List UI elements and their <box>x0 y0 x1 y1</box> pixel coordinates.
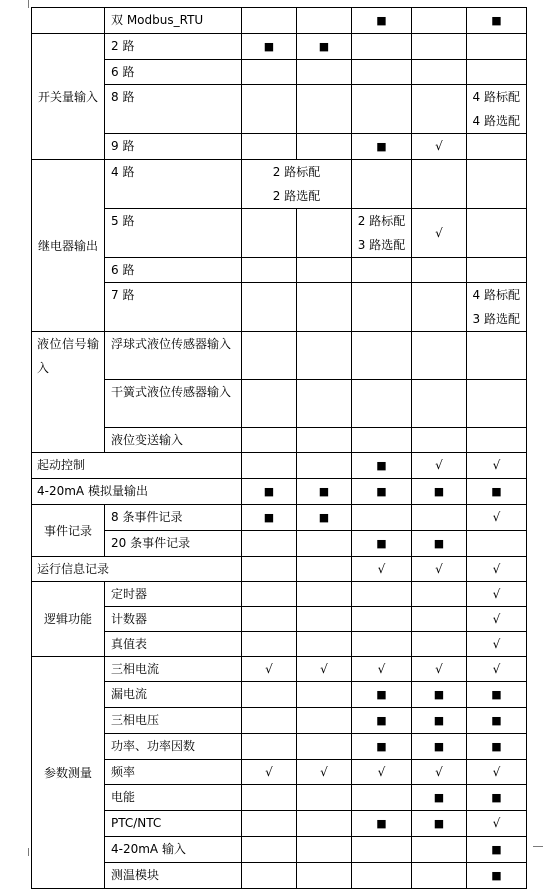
table-row <box>32 734 527 760</box>
group-label-measurement: 参数测量 <box>32 657 105 889</box>
table-row <box>32 607 527 632</box>
square-mark: ■ <box>491 688 502 701</box>
square-mark: ■ <box>433 817 445 830</box>
check-mark: √ <box>435 765 443 779</box>
item-label: 三相电流 <box>105 657 242 682</box>
square-mark: ■ <box>491 791 502 804</box>
square-mark: ■ <box>433 714 445 727</box>
table-row <box>32 85 527 134</box>
table-row <box>32 531 527 557</box>
group-label-level-input: 液位信号输入 <box>32 332 105 453</box>
square-mark: ■ <box>491 740 502 753</box>
item-label: 4 路 <box>105 160 242 209</box>
config-text: 4 路标配 <box>472 288 520 302</box>
check-mark: √ <box>435 139 443 153</box>
square-mark: ■ <box>376 485 387 498</box>
square-mark: ■ <box>433 485 445 498</box>
check-mark: √ <box>265 765 273 779</box>
square-mark: ■ <box>318 40 330 53</box>
square-mark: ■ <box>376 688 387 701</box>
square-mark: ■ <box>263 40 275 53</box>
table-row <box>32 160 527 209</box>
check-mark: √ <box>492 765 501 779</box>
check-mark: √ <box>492 458 501 472</box>
item-label: 真值表 <box>105 632 242 657</box>
table-row <box>32 479 527 505</box>
check-mark: √ <box>435 226 443 240</box>
item-label: 功率、功率因数 <box>105 734 242 760</box>
item-label: 8 条事件记录 <box>105 505 242 531</box>
square-mark: ■ <box>263 511 275 524</box>
item-label: 电能 <box>105 785 242 811</box>
item-label: 频率 <box>105 760 242 785</box>
table-row <box>32 8 527 34</box>
square-mark: ■ <box>376 14 387 27</box>
item-label: 4-20mA 输入 <box>105 837 242 863</box>
crop-mark-top-left <box>18 0 29 8</box>
table-row <box>32 863 527 889</box>
group-label-event-log: 事件记录 <box>32 505 105 557</box>
square-mark: ■ <box>318 511 330 524</box>
square-mark: ■ <box>376 140 387 153</box>
table-row <box>32 134 527 160</box>
square-mark: ■ <box>433 537 445 550</box>
group-label-switch-input: 开关量输入 <box>32 34 105 160</box>
table-row <box>32 258 527 283</box>
table-row <box>32 505 527 531</box>
item-label: 运行信息记录 <box>32 557 242 582</box>
check-mark: √ <box>377 765 386 779</box>
item-label: 漏电流 <box>105 682 242 708</box>
square-mark: ■ <box>376 537 387 550</box>
square-mark: ■ <box>491 714 502 727</box>
square-mark: ■ <box>263 485 275 498</box>
table-row <box>32 632 527 657</box>
item-label: 浮球式液位传感器输入 <box>105 332 242 380</box>
item-label: 20 条事件记录 <box>105 531 242 557</box>
item-label: 三相电压 <box>105 708 242 734</box>
check-mark: √ <box>265 662 273 676</box>
table-row <box>32 557 527 582</box>
item-label: 6 路 <box>105 258 242 283</box>
group-label-logic: 逻辑功能 <box>32 582 105 657</box>
table-row <box>32 837 527 863</box>
square-mark: ■ <box>318 485 330 498</box>
crop-mark-bottom-right <box>533 846 543 847</box>
square-mark: ■ <box>491 485 502 498</box>
item-label: 定时器 <box>105 582 242 607</box>
group-label-relay-output: 继电器输出 <box>32 160 105 332</box>
table-row <box>32 453 527 479</box>
check-mark: √ <box>492 612 501 626</box>
item-label: 6 路 <box>105 60 242 85</box>
table-row <box>32 811 527 837</box>
check-mark: √ <box>435 458 443 472</box>
square-mark: ■ <box>433 688 445 701</box>
check-mark: √ <box>320 765 328 779</box>
square-mark: ■ <box>433 740 445 753</box>
table-row <box>32 332 527 380</box>
check-mark: √ <box>492 637 501 651</box>
item-label: 测温模块 <box>105 863 242 889</box>
config-text: 3 路选配 <box>357 238 406 252</box>
table-row <box>32 708 527 734</box>
square-mark: ■ <box>491 869 502 882</box>
square-mark: ■ <box>376 714 387 727</box>
table-row <box>32 34 527 60</box>
check-mark: √ <box>492 662 501 676</box>
table-row <box>32 283 527 332</box>
item-label: 7 路 <box>105 283 242 332</box>
square-mark: ■ <box>491 843 502 856</box>
check-mark: √ <box>377 562 386 576</box>
check-mark: √ <box>492 562 501 576</box>
table-row <box>32 657 527 682</box>
item-label: 双 Modbus_RTU <box>105 8 242 34</box>
check-mark: √ <box>435 662 443 676</box>
item-label: 起动控制 <box>32 453 242 479</box>
config-text: 3 路选配 <box>472 312 520 326</box>
config-text: 4 路标配 <box>472 90 520 104</box>
check-mark: √ <box>435 562 443 576</box>
check-mark: √ <box>320 662 328 676</box>
table-row <box>32 682 527 708</box>
check-mark: √ <box>492 587 501 601</box>
table-row <box>32 428 527 453</box>
item-label: 5 路 <box>105 209 242 258</box>
item-label: PTC/NTC <box>105 811 242 837</box>
check-mark: √ <box>492 510 501 524</box>
item-label: 4-20mA 模拟量输出 <box>32 479 242 505</box>
item-label: 8 路 <box>105 85 242 134</box>
crop-mark-bottom-left <box>18 848 29 856</box>
check-mark: √ <box>377 662 386 676</box>
square-mark: ■ <box>376 740 387 753</box>
table-row <box>32 760 527 785</box>
config-text: 4 路选配 <box>472 114 520 128</box>
item-label: 干簧式液位传感器输入 <box>105 380 242 428</box>
config-text: 2 路标配 <box>357 214 406 228</box>
item-label: 9 路 <box>105 134 242 160</box>
table-row <box>32 785 527 811</box>
item-label: 液位变送输入 <box>105 428 242 453</box>
config-text: 2 路选配 <box>272 189 321 203</box>
table-row <box>32 209 527 258</box>
feature-comparison-table <box>31 7 527 889</box>
table-row <box>32 60 527 85</box>
item-label: 2 路 <box>105 34 242 60</box>
check-mark: √ <box>492 816 501 830</box>
item-label: 计数器 <box>105 607 242 632</box>
config-text: 2 路标配 <box>272 165 321 179</box>
table-row <box>32 380 527 428</box>
square-mark: ■ <box>376 459 387 472</box>
square-mark: ■ <box>491 14 502 27</box>
square-mark: ■ <box>376 817 387 830</box>
table-row <box>32 582 527 607</box>
square-mark: ■ <box>433 791 445 804</box>
